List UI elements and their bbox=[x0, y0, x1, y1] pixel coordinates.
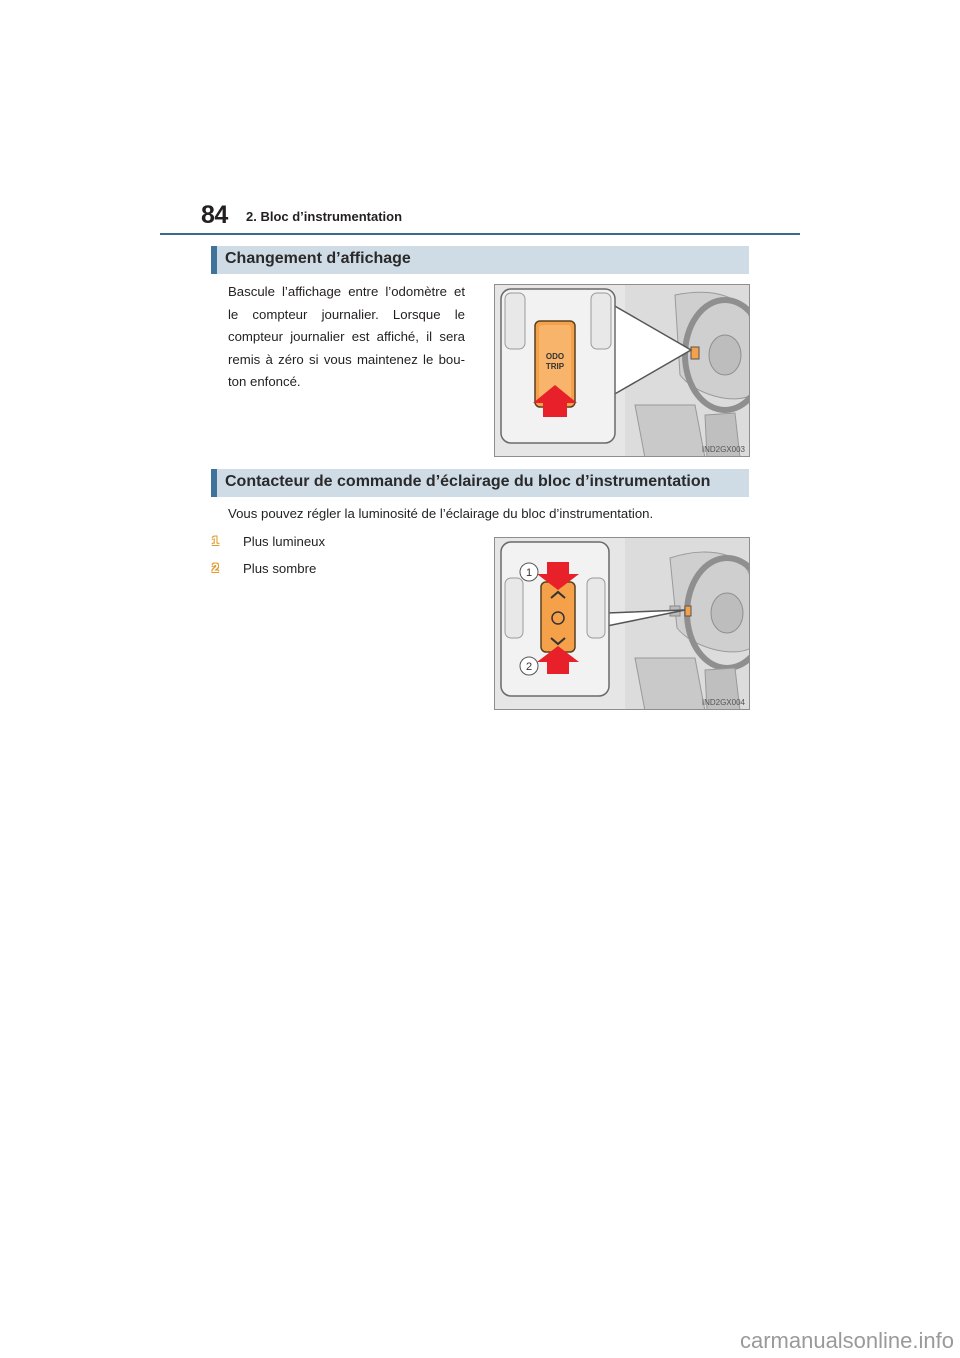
section-body-text: Bascule l’affichage entre l’odomètre et le compteur journalier. Lorsque le compteur journalier est affiché, il sera remis à zéro si vous maintenez le bou-ton enfoncé. bbox=[228, 284, 465, 389]
section-title: Changement d’affichage bbox=[225, 250, 411, 267]
section-header-display-change bbox=[211, 246, 749, 274]
item-number: 2 bbox=[212, 561, 219, 575]
trip-label: TRIP bbox=[545, 362, 565, 371]
section-body-text: Vous pouvez régler la luminosité de l’éclairage du bloc d’instrumentation. bbox=[228, 506, 654, 521]
watermark: carmanualsonline.info bbox=[739, 1328, 954, 1353]
section-header-lighting-control bbox=[211, 469, 749, 497]
page-number: 84 bbox=[201, 201, 228, 229]
dashboard-illustration bbox=[495, 285, 750, 457]
item-label: Plus sombre bbox=[243, 561, 317, 576]
callout-2: 2 bbox=[525, 661, 533, 673]
chapter-title: 2. Bloc d’instrumentation bbox=[246, 209, 403, 224]
item-number: 1 bbox=[212, 534, 219, 548]
brightness-control-figure bbox=[494, 537, 750, 710]
figure-code: IND2GX004 bbox=[701, 698, 745, 707]
dashboard-illustration bbox=[495, 538, 750, 710]
odo-trip-figure bbox=[494, 284, 750, 457]
header-rule bbox=[160, 233, 800, 235]
section-title: Contacteur de commande d’éclairage du bloc d’instrumentation bbox=[225, 473, 711, 490]
item-label: Plus lumineux bbox=[243, 534, 326, 549]
figure-code: IND2GX003 bbox=[701, 445, 745, 454]
odo-label: ODO bbox=[545, 352, 565, 361]
callout-1: 1 bbox=[525, 567, 533, 579]
